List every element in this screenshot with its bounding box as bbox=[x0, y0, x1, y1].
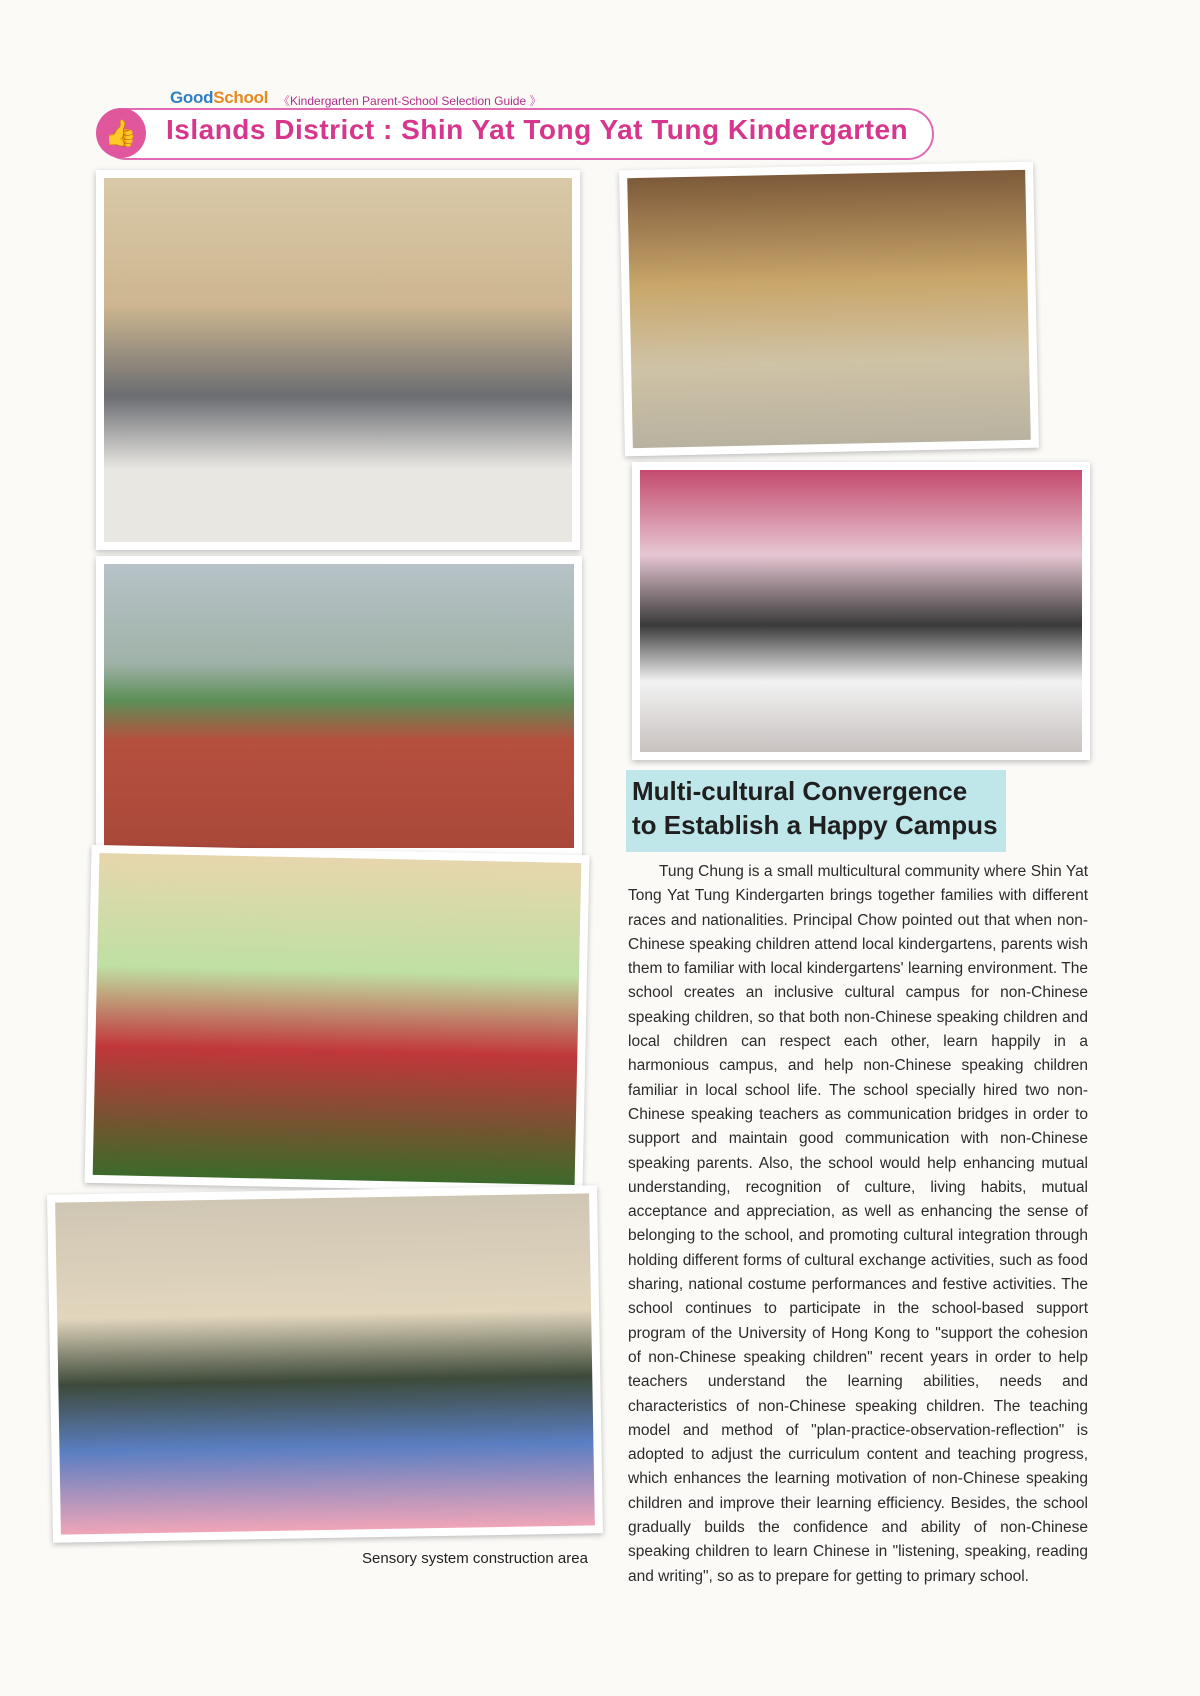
photo-marching-band bbox=[632, 462, 1090, 760]
article-body: Tung Chung is a small multicultural community where Shin Yat Tong Yat Tung Kindergarten brings together families with different races and nationalities. Principal Chow pointed out that when non-Chinese speaking children attend local kindergartens, parents wish them to familiar with local kindergartens' learning environment. The school creates an inclusive cultural campus for non-Chinese speaking children, so that both non-Chinese speaking children and local children can respect each other, learn happily in a harmonious campus, and help non-Chinese speaking children familiar in local school life. The school specially hired two non-Chinese speaking teachers as communication bridges in order to support and maintain good communication with non-Chinese speaking parents. Also, the school would help enhancing mutual understanding, recognition of culture, living habits, mutual acceptance and appreciation, as well as enhancing the sense of belonging to the school, and promoting cultural integration through holding different forms of cultural exchange activities, such as food sharing, national costume performances and festive activities. The school continues to participate in the school-based support program of the University of Hong Kong to "support the cohesion of non-Chinese speaking children" recent years in order to help teachers understand the learning abilities, needs and characteristics of non-Chinese speaking children. The teaching model and method of "plan-practice-observation-reflection" is adopted to adjust the curriculum content and teaching progress, which enhances the learning motivation of non-Chinese speaking children and improve their learning efficiency. Besides, the school gradually builds the confidence and ability of non-Chinese speaking children to learn Chinese in "listening, speaking, reading and writing", so as to prepare for getting to primary school. bbox=[628, 863, 1088, 1585]
brand-logo bbox=[170, 88, 268, 108]
photo-sensory-area bbox=[47, 1185, 603, 1543]
heading-line-1: Multi-cultural Convergence bbox=[632, 776, 968, 806]
brand-school: School bbox=[213, 88, 269, 107]
thumbs-up-icon: 👍 bbox=[96, 108, 146, 158]
brand-good: Good bbox=[170, 88, 214, 107]
photo-national-costume bbox=[85, 845, 590, 1193]
heading-line-2: to Establish a Happy Campus bbox=[632, 810, 998, 840]
photo-caption: Sensory system construction area bbox=[362, 1550, 588, 1567]
photo-sensory-path bbox=[619, 162, 1039, 457]
page-title: Islands District : Shin Yat Tong Yat Tung Kindergarten bbox=[166, 114, 909, 145]
section-heading bbox=[632, 774, 998, 842]
photo-science-experiment bbox=[96, 170, 580, 550]
guide-subtitle: 《Kindergarten Parent-School Selection Guide 》 bbox=[278, 94, 542, 108]
photo-sack-race bbox=[96, 556, 582, 856]
